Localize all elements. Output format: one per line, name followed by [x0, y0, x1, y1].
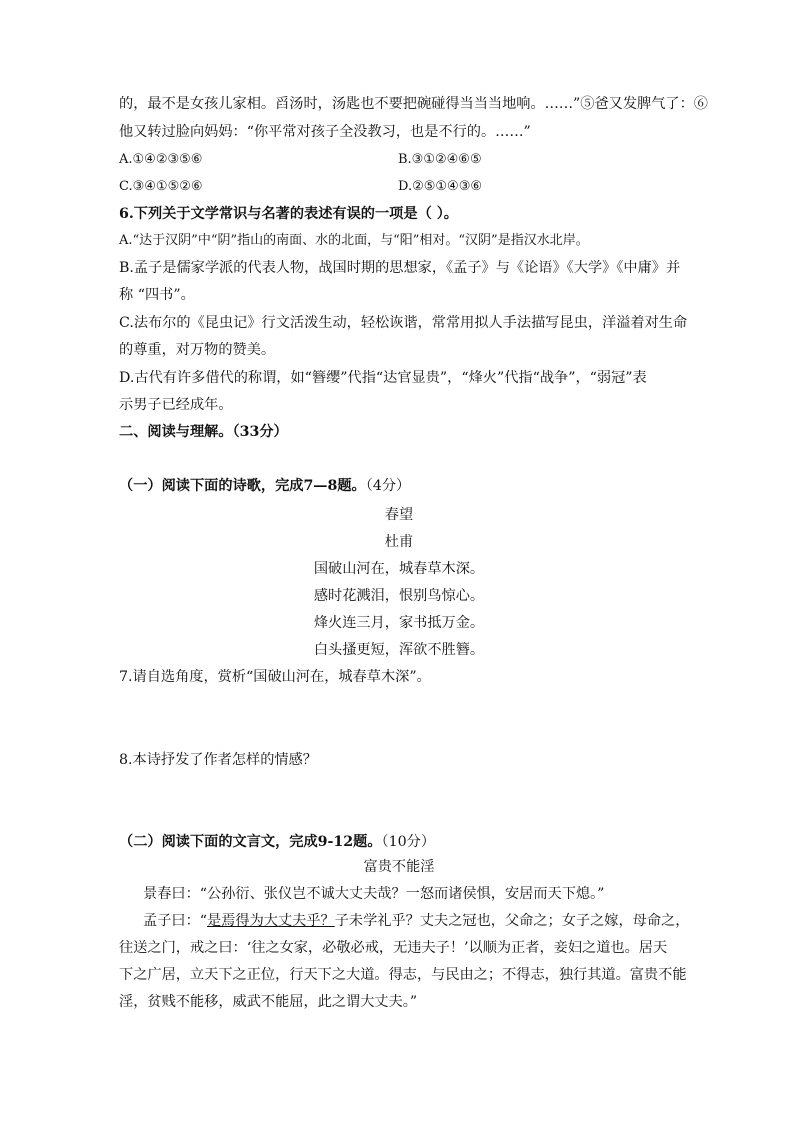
prose-paragraph-2-line3: 下之广居，立天下之正位，行天下之大道。得志，与民由之；不得志，独行其道。富贵不能	[119, 967, 687, 983]
q6-option-d-line2: 示男子已经成年。	[119, 397, 233, 413]
prose-paragraph-2-line4: 淫，贫贱不能移，威武不能屈，此之谓大丈夫。”	[119, 994, 418, 1010]
poem-author: 杜甫	[384, 534, 414, 550]
part-2-score: （10分）	[381, 834, 436, 850]
prose-paragraph-1: 景春曰：“公孙衍、张仪岂不诚大丈夫哉？一怒而诸侯惧，安居而天下熄。”	[143, 886, 605, 902]
q6-option-b-line1: B.孟子是儒家学派的代表人物，战国时期的思想家，《孟子》与《论语》《大学》《中庸》并	[119, 260, 681, 276]
poem-title: 春望	[384, 507, 414, 523]
prose-p2-prefix: 孟子曰：“	[143, 913, 208, 929]
q6-option-c-line2: 的尊重，对万物的赞美。	[119, 342, 276, 358]
question-7: 7.请自选角度，赏析“国破山河在，城春草木深”。	[119, 669, 431, 685]
prose-paragraph-2-line2: 往送之门，戒之曰：‘往之女家，必敬必戒，无违夫子！’以顺为正者，妾妇之道也。居天	[119, 940, 668, 956]
prose-p2-rest: 子未学礼乎？丈夫之冠也，父命之；女子之嫁，母命之，	[334, 913, 690, 929]
passage-line-1: 的，最不是女孩儿家相。舀汤时，汤匙也不要把碗碰得当当当地响。……”⑤爸又发脾气了：⑥	[119, 96, 708, 112]
q5-option-b: B.③①②④⑥⑤	[398, 152, 482, 167]
poem-line-2: 感时花溅泪，恨别鸟惊心。	[313, 588, 485, 604]
q6-option-b-line2: 称 “四书”。	[119, 287, 195, 303]
q6-option-a: A.“达于汉阴”中“阴”指山的南面、水的北面，与“阳”相对。“汉阴”是指汉水北岸。	[119, 233, 589, 248]
q6-option-d-line1: D.古代有许多借代的称谓，如“簪缨”代指“达官显贵”，“烽火”代指“战争”，“弱冠”表	[119, 370, 647, 386]
poem-line-4: 白头搔更短，浑欲不胜簪。	[313, 642, 485, 658]
section-2-title: 二、阅读与理解。（33分）	[119, 424, 288, 440]
part-1-score: （4分）	[365, 478, 411, 494]
part-2-title: （二）阅读下面的文言文，完成9-12题。	[119, 834, 382, 850]
prose-underlined-sentence: 是焉得为大丈夫乎？	[207, 913, 335, 929]
question-8: 8.本诗抒发了作者怎样的情感？	[119, 752, 317, 768]
part-1-title: （一）阅读下面的诗歌，完成7—8题。	[119, 478, 366, 494]
prose-title: 富贵不能淫	[363, 859, 435, 875]
part-2-heading	[119, 832, 679, 852]
q5-option-d: D.②⑤①④③⑥	[398, 179, 483, 194]
poem-line-3: 烽火连三月，家书抵万金。	[313, 615, 485, 631]
q5-option-c: C.③④①⑤②⑥	[119, 179, 203, 194]
q6-option-c-line1: C.法布尔的《昆虫记》行文活泼生动，轻松诙谐，常常用拟人手法描写昆虫，洋溢着对生命	[119, 315, 688, 331]
q5-option-a: A.①④②③⑤⑥	[119, 152, 203, 167]
q6-stem: 6.下列关于文学常识与名著的表述有误的一项是（ ）。	[119, 206, 458, 222]
poem-line-1: 国破山河在，城春草木深。	[313, 561, 485, 577]
passage-line-2: 他又转过脸向妈妈：“你平常对孩子全没教习，也是不行的。……”	[119, 124, 531, 140]
prose-paragraph-2-line1	[143, 911, 690, 931]
part-1-heading	[119, 476, 679, 496]
